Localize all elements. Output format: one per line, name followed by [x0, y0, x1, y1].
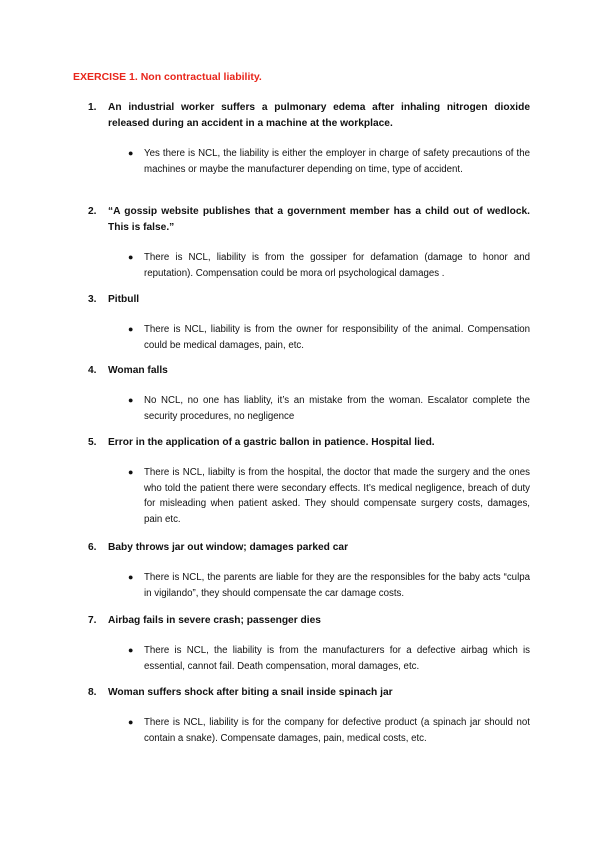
question: [88, 435, 530, 451]
answer-text: There is NCL, liability is from the owner for responsibility of the animal. Compensation could be medical damages, pain, etc.: [144, 324, 530, 351]
question: [88, 204, 530, 236]
question-number: 7.: [88, 615, 97, 626]
exercise-item-8: [88, 685, 530, 746]
exercise-title: EXERCISE 1. Non contractual liability.: [73, 71, 262, 83]
question-text: Pitbull: [108, 294, 140, 305]
answer: [128, 570, 530, 601]
question: [88, 685, 530, 701]
bullet-icon: ●: [128, 467, 134, 477]
question-number: 2.: [88, 206, 97, 217]
answer: [128, 715, 530, 746]
exercise-item-4: [88, 363, 530, 424]
bullet-icon: ●: [128, 572, 134, 582]
question-text: Woman falls: [108, 365, 168, 376]
question-number: 3.: [88, 294, 97, 305]
question-number: 6.: [88, 542, 97, 553]
exercise-item-2: [88, 204, 530, 281]
question-text: Baby throws jar out window; damages parked car: [108, 542, 349, 553]
question-number: 1.: [88, 102, 97, 113]
answer-text: There is NCL, liabilty is from the hospital, the doctor that made the surgery and the ones who told the patient there were secondary effects. It’s medical negligence, breach of duty for misleading when patient asked. They should compensate surgery costs, damages, pain etc.: [144, 467, 530, 525]
answer-text: Yes there is NCL, the liability is either the employer in charge of safety precautions of the machines or maybe the manufacturer depending on time, type of accident.: [144, 148, 530, 175]
exercise-item-7: [88, 613, 530, 674]
question-text: Woman suffers shock after biting a snail inside spinach jar: [108, 687, 393, 698]
answer: [128, 643, 530, 674]
question: [88, 540, 530, 556]
exercise-item-6: [88, 540, 530, 601]
exercise-item-5: [88, 435, 530, 527]
answer-text: There is NCL, liability is from the gossiper for defamation (damage to honor and reputation). Compensation could be mora orl psychological damages .: [144, 252, 530, 279]
question: [88, 613, 530, 629]
question: [88, 363, 530, 379]
answer: [128, 465, 530, 527]
question-text: Error in the application of a gastric ballon in patience. Hospital lied.: [108, 437, 435, 448]
question-text: An industrial worker suffers a pulmonary edema after inhaling nitrogen dioxide released during an accident in a machine at the workplace.: [108, 102, 530, 129]
answer-text: There is NCL, the parents are liable for they are the responsibles for the baby acts “culpa in vigilando”, they should compensate the car damage costs.: [144, 572, 530, 599]
answer: [128, 322, 530, 353]
bullet-icon: ●: [128, 324, 134, 334]
bullet-icon: ●: [128, 148, 134, 158]
answer-text: There is NCL, the liability is from the manufacturers for a defective airbag which is essential, cannot fail. Death compensation, moral damages, etc.: [144, 645, 530, 672]
answer: [128, 250, 530, 281]
exercise-item-1: [88, 100, 530, 177]
question-text: Airbag fails in severe crash; passenger dies: [108, 615, 321, 626]
answer-text: No NCL, no one has liablity, it’s an mistake from the woman. Escalator complete the security procedures, no negligence: [144, 395, 530, 422]
answer-text: There is NCL, liability is for the company for defective product (a spinach jar should not contain a snake). Compensate damages, pain, medical costs, etc.: [144, 717, 530, 744]
question-number: 8.: [88, 687, 97, 698]
bullet-icon: ●: [128, 645, 134, 655]
question: [88, 100, 530, 132]
bullet-icon: ●: [128, 717, 134, 727]
bullet-icon: ●: [128, 395, 134, 405]
answer: [128, 146, 530, 177]
question-number: 4.: [88, 365, 97, 376]
bullet-icon: ●: [128, 252, 134, 262]
answer: [128, 393, 530, 424]
exercise-item-3: [88, 292, 530, 353]
question-number: 5.: [88, 437, 97, 448]
question: [88, 292, 530, 308]
question-text: “A gossip website publishes that a government member has a child out of wedlock. This is false.”: [108, 206, 530, 233]
